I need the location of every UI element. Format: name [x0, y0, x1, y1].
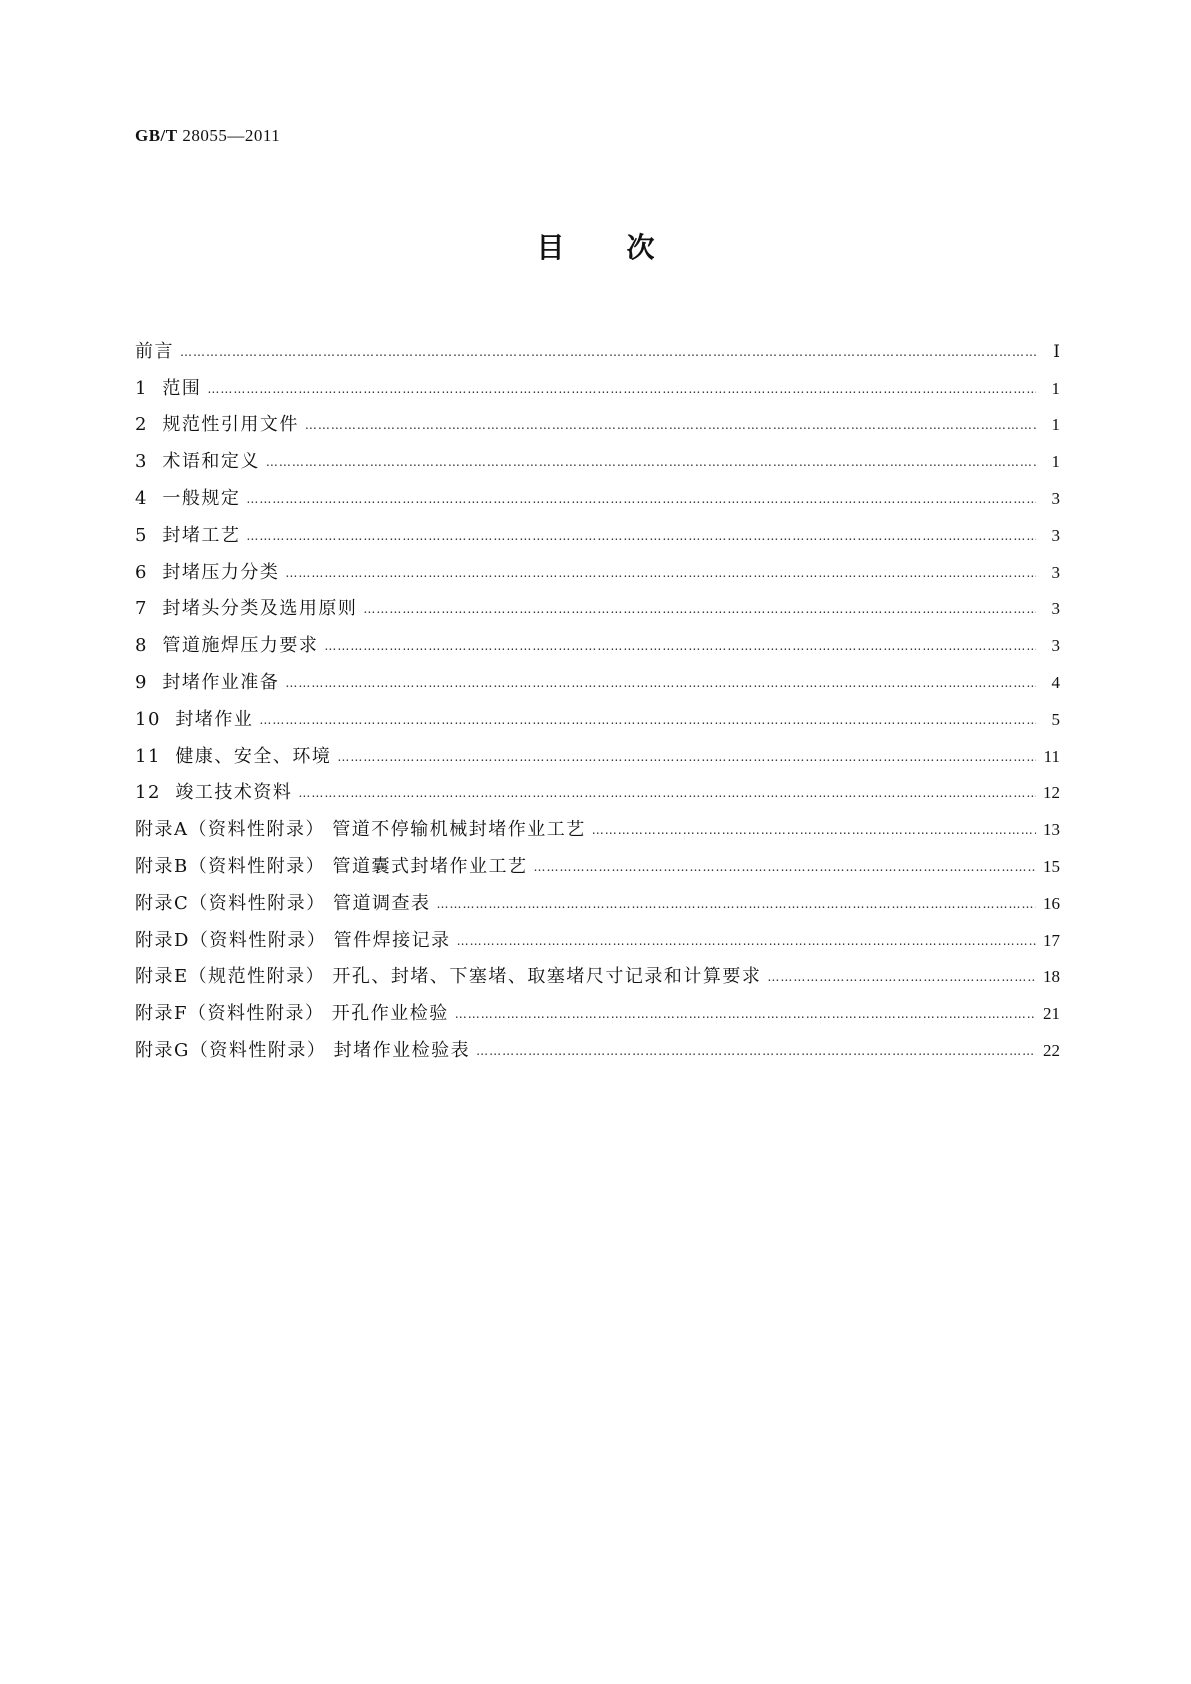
toc-entry-page: 21 [1043, 1004, 1060, 1024]
dot-leader [285, 672, 1036, 694]
dot-leader [298, 782, 1036, 804]
dot-leader [455, 1003, 1036, 1025]
dot-leader [324, 635, 1036, 657]
toc-entry-label: 附录D（资料性附录） 管件焊接记录 [135, 929, 451, 951]
toc-entry-label: 8 管道施焊压力要求 [135, 635, 319, 657]
toc-entry-label: 11 健康、安全、环境 [135, 745, 332, 767]
toc-entry-8[interactable] [135, 620, 1060, 657]
toc-entry-appendix-d[interactable] [135, 915, 1060, 952]
toc-entry-5[interactable] [135, 510, 1060, 547]
toc-entry-label: 附录F（资料性附录） 开孔作业检验 [135, 1003, 449, 1025]
dot-leader [285, 562, 1036, 584]
toc-entry-9[interactable] [135, 657, 1060, 694]
page-title: 目次 [536, 231, 717, 264]
toc-entry-label: 附录G（资料性附录） 封堵作业检验表 [135, 1039, 471, 1061]
toc-entry-foreword[interactable] [135, 326, 1060, 363]
toc-entry-label: 5 封堵工艺 [135, 524, 241, 546]
toc-entry-page: 3 [1051, 599, 1060, 619]
dot-leader [246, 488, 1036, 510]
toc-entry-page: 1 [1051, 378, 1060, 398]
toc-entry-appendix-c[interactable] [135, 878, 1060, 915]
toc-entry-label: 2 规范性引用文件 [135, 414, 299, 436]
toc-entry-appendix-g[interactable] [135, 1025, 1060, 1062]
toc-entry-label: 12 竣工技术资料 [135, 782, 293, 804]
dot-leader [476, 1040, 1036, 1062]
toc-entry-page: Ⅰ [1053, 341, 1060, 361]
dot-leader [180, 341, 1036, 363]
toc-entry-page: 1 [1051, 415, 1060, 435]
toc-entry-page: 11 [1043, 746, 1060, 766]
toc-entry-label: 附录E（规范性附录） 开孔、封堵、下塞堵、取塞堵尺寸记录和计算要求 [135, 966, 762, 988]
toc-entry-page: 4 [1051, 672, 1060, 692]
dot-leader [207, 378, 1036, 400]
toc-entry-page: 12 [1043, 783, 1060, 803]
toc-entry-10[interactable] [135, 694, 1060, 731]
dot-leader [592, 819, 1036, 841]
toc-entry-page: 16 [1043, 893, 1060, 913]
toc-entry-page: 3 [1051, 488, 1060, 508]
dot-leader [246, 525, 1036, 547]
dot-leader [437, 893, 1037, 915]
dot-leader [259, 709, 1036, 731]
toc-entry-appendix-a[interactable] [135, 804, 1060, 841]
dot-leader [337, 746, 1036, 768]
toc-entry-12[interactable] [135, 768, 1060, 805]
toc-entry-page: 3 [1051, 636, 1060, 656]
toc-entry-6[interactable] [135, 547, 1060, 584]
table-of-contents [135, 326, 1060, 1062]
toc-entry-page: 3 [1051, 562, 1060, 582]
toc-entry-3[interactable] [135, 436, 1060, 473]
dot-leader [767, 966, 1036, 988]
toc-entry-appendix-f[interactable] [135, 988, 1060, 1025]
toc-entry-4[interactable] [135, 473, 1060, 510]
toc-entry-page: 22 [1043, 1040, 1060, 1060]
toc-entry-page: 5 [1051, 709, 1060, 729]
standard-number: 28055—2011 [182, 126, 281, 145]
toc-entry-label: 3 术语和定义 [135, 451, 260, 473]
toc-entry-label: 7 封堵头分类及选用原则 [135, 598, 358, 620]
dot-leader [533, 856, 1036, 878]
toc-entry-label: 9 封堵作业准备 [135, 671, 280, 693]
toc-entry-page: 17 [1043, 930, 1060, 950]
toc-entry-11[interactable] [135, 731, 1060, 768]
toc-entry-appendix-e[interactable] [135, 952, 1060, 989]
toc-entry-1[interactable] [135, 363, 1060, 400]
dot-leader [266, 451, 1036, 473]
dot-leader [363, 598, 1036, 620]
toc-entry-label: 附录A（资料性附录） 管道不停输机械封堵作业工艺 [135, 819, 586, 841]
toc-entry-page: 18 [1043, 967, 1060, 987]
toc-entry-label: 6 封堵压力分类 [135, 561, 280, 583]
toc-entry-page: 3 [1051, 525, 1060, 545]
toc-entry-label: 1 范围 [135, 377, 202, 399]
standard-code [135, 126, 280, 146]
dot-leader [305, 414, 1036, 436]
toc-entry-label: 附录B（资料性附录） 管道囊式封堵作业工艺 [135, 855, 528, 877]
toc-entry-page: 13 [1043, 820, 1060, 840]
toc-entry-page: 15 [1043, 856, 1060, 876]
toc-entry-page: 1 [1051, 452, 1060, 472]
toc-entry-label: 附录C（资料性附录） 管道调查表 [135, 892, 431, 914]
dot-leader [457, 930, 1036, 952]
toc-entry-2[interactable] [135, 400, 1060, 437]
toc-entry-7[interactable] [135, 584, 1060, 621]
toc-entry-label: 10 封堵作业 [135, 708, 254, 730]
standard-prefix: GB/T [135, 126, 178, 145]
toc-entry-label: 前言 [135, 340, 174, 362]
toc-entry-label: 4 一般规定 [135, 487, 241, 509]
toc-entry-appendix-b[interactable] [135, 841, 1060, 878]
